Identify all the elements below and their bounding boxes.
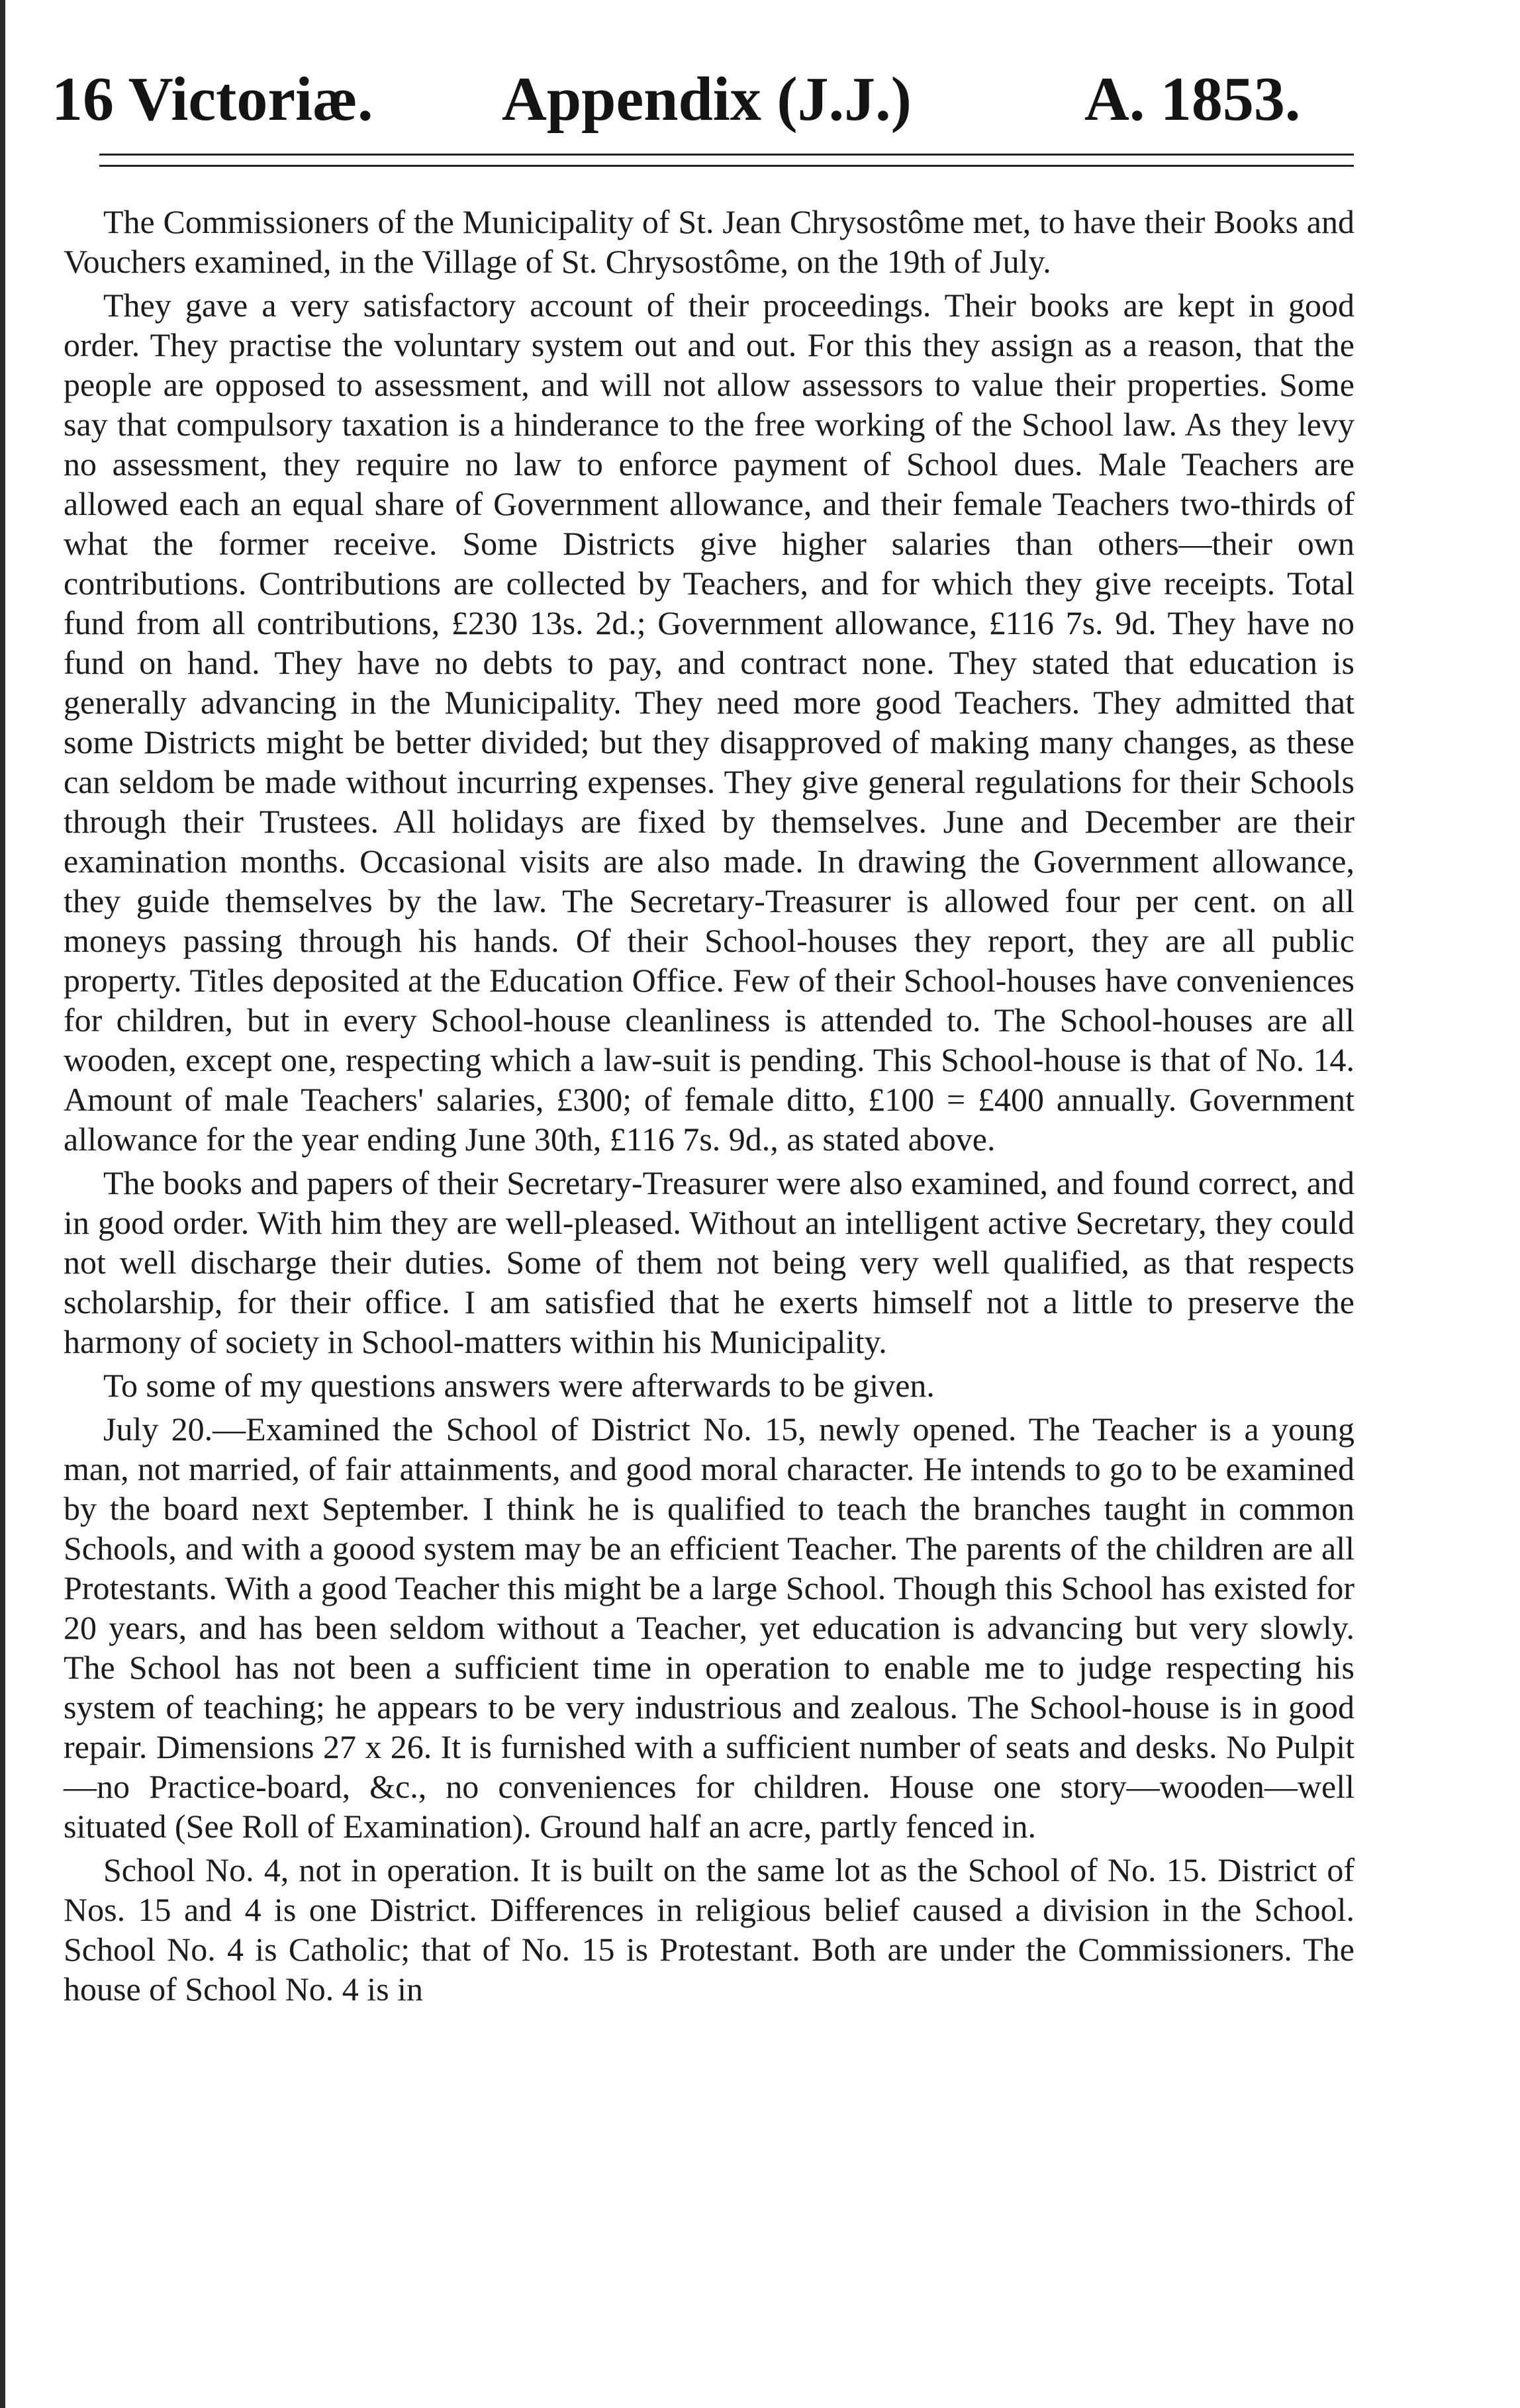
body-text — [64, 202, 1354, 2013]
header-year: A. 1853. — [1084, 65, 1301, 134]
header-double-rule — [99, 154, 1354, 167]
header-session: 16 Victoriæ. — [52, 65, 373, 134]
paragraph-july-20: July 20.—Examined the School of District No. 15, newly opened. The Teacher is a young man, not married, of fair attainments, and good moral character. He intends to go to be examined by the board next September. I think he is qualified to teach the branches taught in common Schools, and with a goood system may be an efficient Teacher. The parents of the children are all Protestants. With a good Teacher this might be a large School. Though this School has existed for 20 years, and has been seldom without a Teacher, yet education is advancing but very slowly. The School has not been a sufficient time in operation to enable me to judge respecting his system of teaching; he appears to be very industrious and zealous. The School-house is in good repair. Dimensions 27 x 26. It is furnished with a sufficient number of seats and desks. No Pulpit—no Practice-board, &c., no conveniences for children. House one story—wooden—well situated (See Roll of Examination). Ground half an acre, partly fenced in. — [64, 1411, 1354, 1845]
paragraph-questions: To some of my questions answers were afterwards to be given. — [103, 1367, 935, 1404]
header-appendix: Appendix (J.J.) — [502, 65, 912, 134]
paragraph-secretary-treasurer: The books and papers of their Secretary-Treasurer were also examined, and found correct, and in good order. With him they are well-pleased. Without an intelligent active Secretary, they could not well discharge their duties. Some of them not being very well qualified, as that respects scholarship, for their office. I am satisfied that he exerts himself not a little to preserve the harmony of society in School-matters within his Municipality. — [64, 1164, 1354, 1360]
paragraph-proceedings-account: They gave a very satisfactory account of their proceedings. Their books are kept in good order. They practise the voluntary system out and out. For this they assign as a reason, that the people are opposed to assessment, and will not allow assessors to value their properties. Some say that compulsory taxation is a hinderance to the free working of the School law. As they levy no assessment, they require no law to enforce payment of School dues. Male Teachers are allowed each an equal share of Government allowance, and their female Teachers two-thirds of what the former receive. Some Districts give higher salaries than others—their own contributions. Contributions are collected by Teachers, and for which they give receipts. Total fund from all contributions, £230 13s. 2d.; Government allowance, £116 7s. 9d. They have no fund on hand. They have no debts to pay, and contract none. They stated that education is generally advancing in the Municipality. They need more good Teachers. They admitted that some Districts might be better divided; but they disapproved of making many changes, as these can seldom be made without incurring expenses. They give general regulations for their Schools through their Trustees. All holidays are fixed by themselves. June and December are their examination months. Occasional visits are also made. In drawing the Government allowance, they guide themselves by the law. The Secretary-Treasurer is allowed four per cent. on all moneys passing through his hands. Of their School-houses they report, they are all public property. Titles deposited at the Education Office. Few of their School-houses have conveniences for children, but in every School-house cleanliness is attended to. The School-houses are all wooden, except one, respecting which a law-suit is pending. This School-house is that of No. 14. Amount of male Teachers' salaries, £300; of female ditto, £100 = £400 annually. Government allowance for the year ending June 30th, £116 7s. 9d., as stated above. — [64, 287, 1354, 1158]
running-header — [52, 63, 1349, 136]
paragraph-commissioners-meeting: The Commissioners of the Municipality of St. Jean Chrysostôme met, to have their Books and Vouchers examined, in the Village of St. Chrysostôme, on the 19th of July. — [64, 203, 1354, 280]
paragraph-school-no-4: School No. 4, not in operation. It is built on the same lot as the School of No. 15. District of Nos. 15 and 4 is one District. Differences in religious belief caused a division in the School. School No. 4 is Catholic; that of No. 15 is Protestant. Both are under the Commissioners. The house of School No. 4 is in — [64, 1851, 1354, 2008]
